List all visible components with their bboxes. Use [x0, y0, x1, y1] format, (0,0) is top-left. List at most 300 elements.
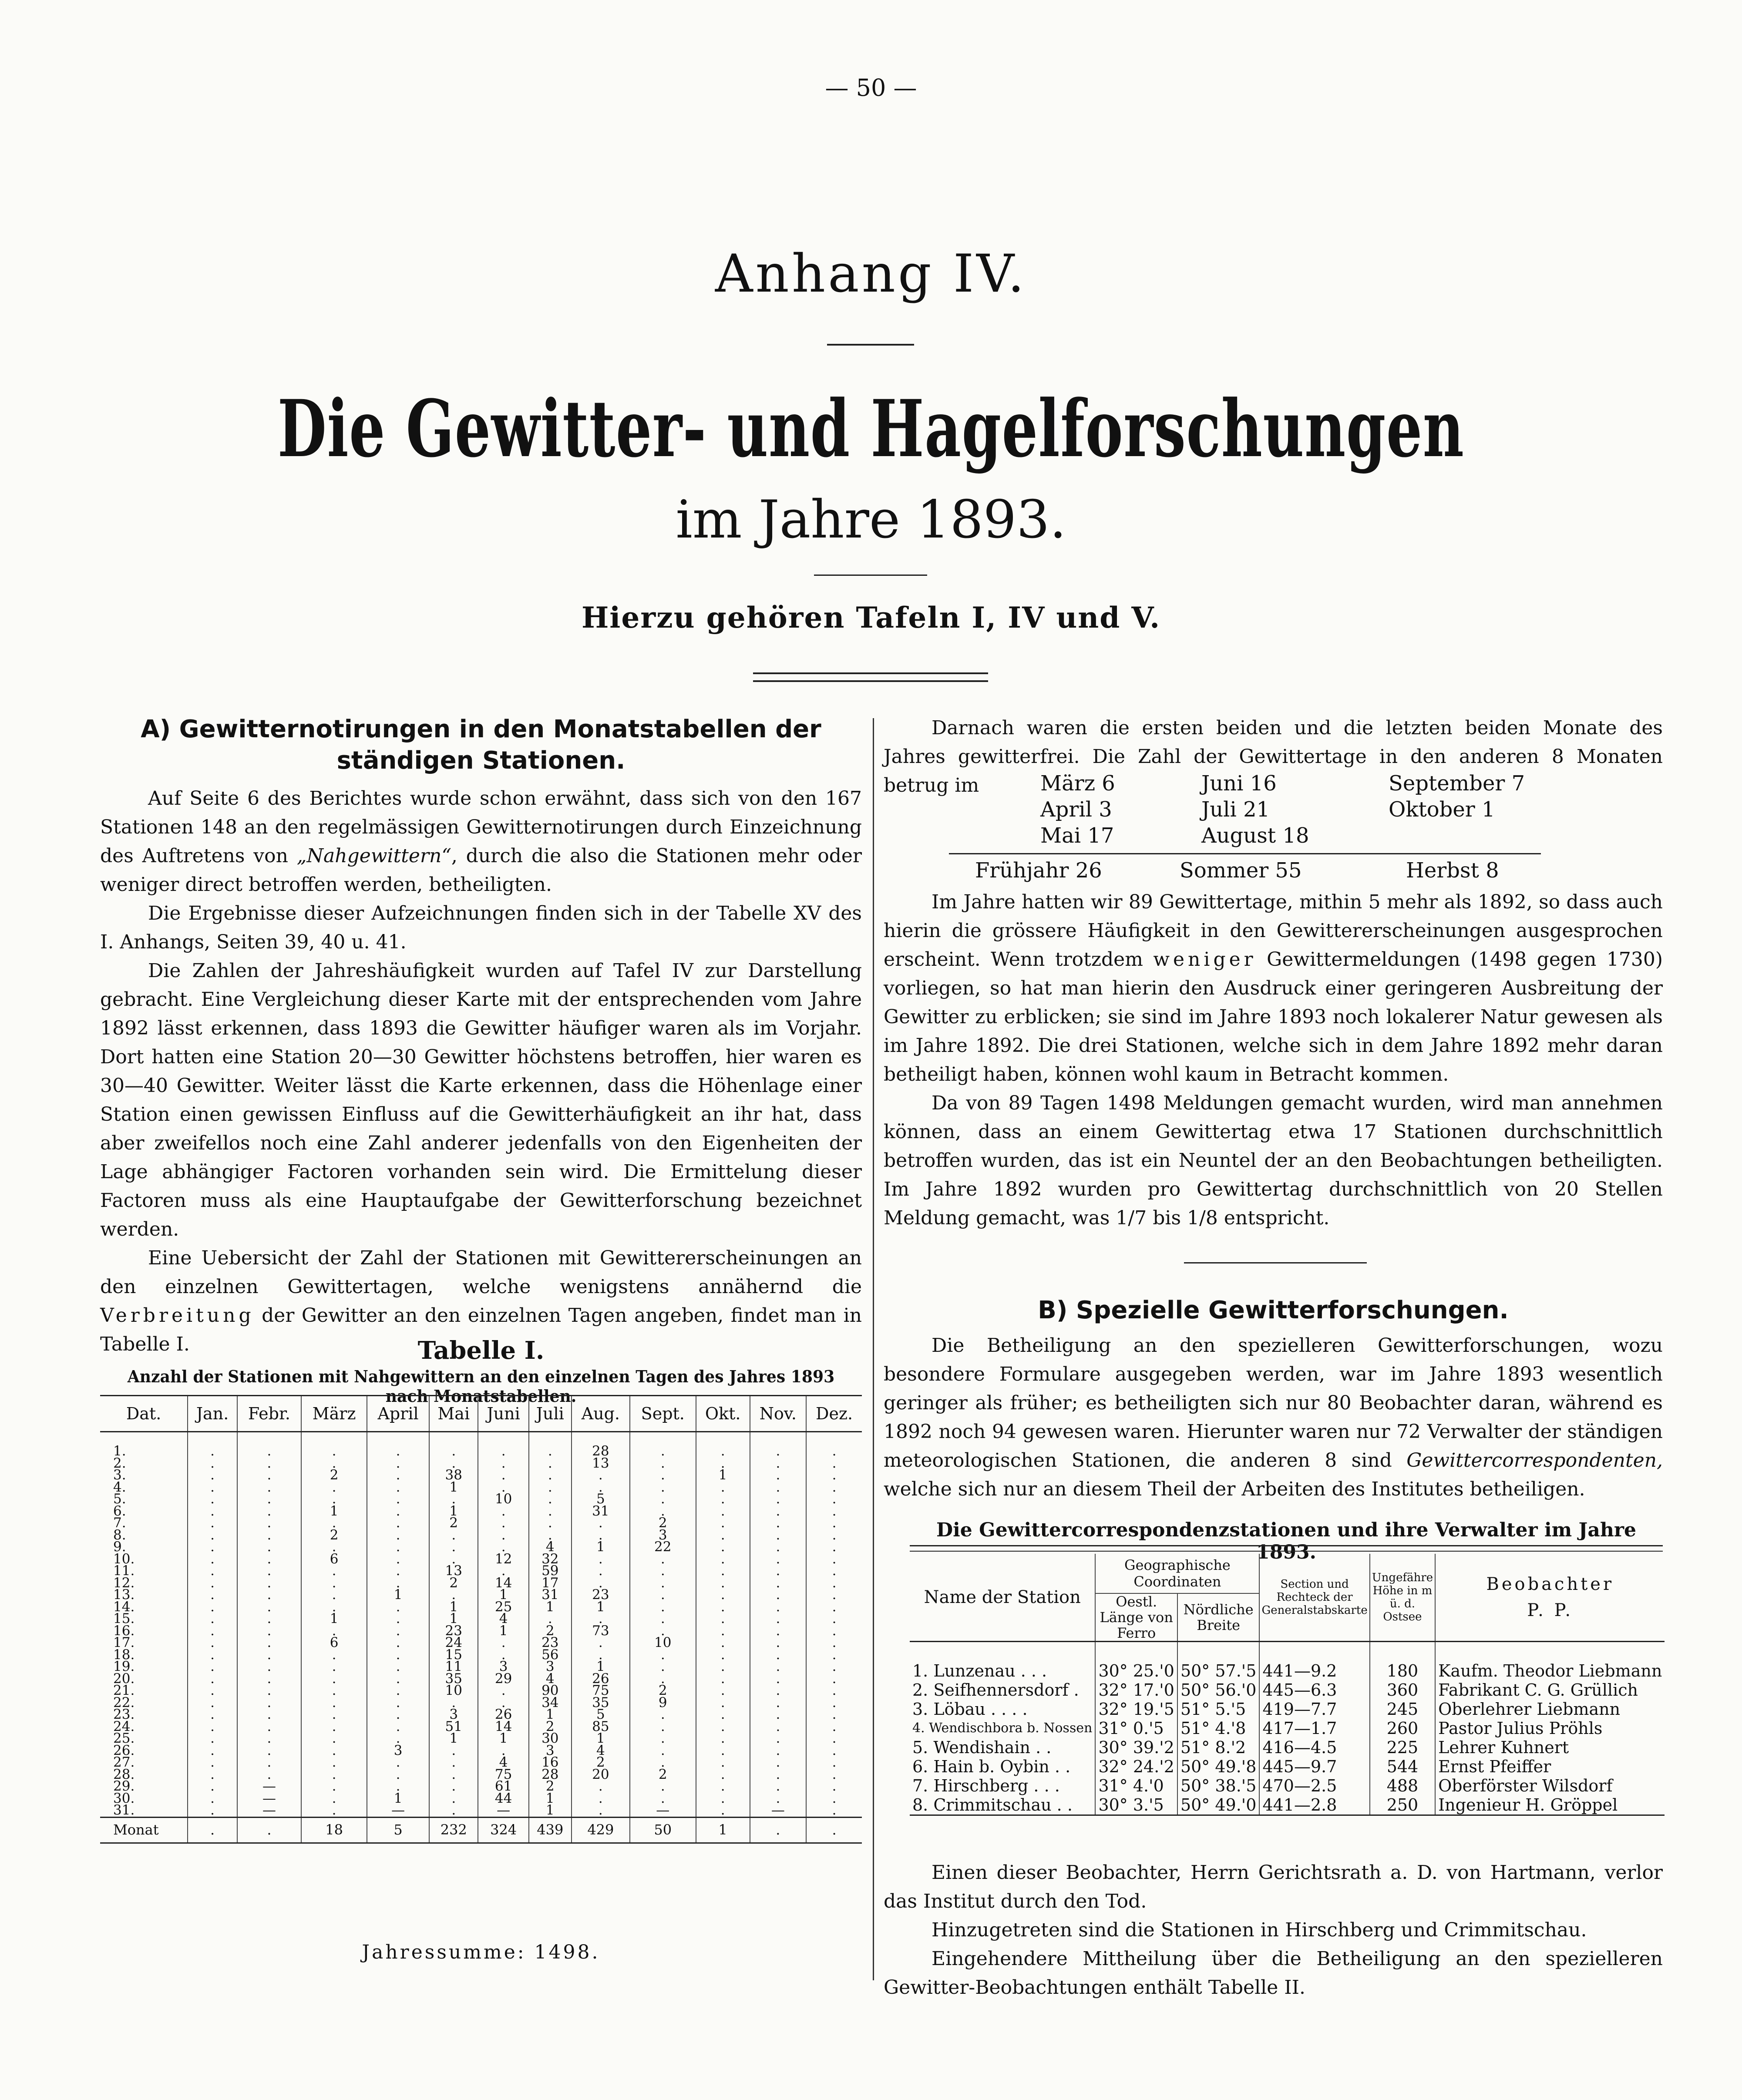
table-cell: 56: [529, 1649, 572, 1661]
table-cell: 11.: [113, 1563, 135, 1579]
table-cell: .: [429, 1493, 478, 1505]
table-cell: .: [696, 1673, 750, 1685]
table-cell: .: [237, 1601, 301, 1613]
table-cell: 2: [630, 1517, 696, 1529]
table-cell: .: [367, 1553, 429, 1566]
header-lat: Nördliche Breite: [1177, 1593, 1260, 1642]
table-cell: 24: [429, 1637, 478, 1649]
section-a-heading-line2: ständigen Stationen.: [336, 746, 626, 775]
table-cell: 90: [529, 1685, 572, 1697]
table-cell: .: [806, 1673, 862, 1685]
table-row: [100, 1432, 862, 1458]
table1-body: [100, 1432, 862, 1843]
table-cell: .: [572, 1637, 630, 1649]
annual-total: Jahressumme: 1498.: [362, 1941, 600, 1963]
table-cell: 1: [529, 1709, 572, 1721]
table-cell: .: [630, 1709, 696, 1721]
table-cell: .: [429, 1781, 478, 1793]
table-cell: 4.: [113, 1479, 126, 1495]
table-cell: 2: [529, 1625, 572, 1637]
table2: [910, 1554, 1665, 1816]
table1-header-cell: Mai: [429, 1396, 478, 1432]
table-cell: 59: [529, 1565, 572, 1577]
month-entry: März 6: [1040, 771, 1115, 796]
table-cell: .: [750, 1757, 806, 1769]
table-cell: .: [750, 1685, 806, 1697]
table-cell: .: [237, 1553, 301, 1566]
table-cell: .: [750, 1673, 806, 1685]
table-cell: .: [750, 1553, 806, 1566]
table-cell: .: [237, 1529, 301, 1542]
table-cell: .: [301, 1781, 367, 1793]
table-cell: 232: [429, 1817, 478, 1843]
table-cell: 4: [478, 1613, 528, 1625]
table-cell: 18.: [113, 1646, 135, 1663]
table-cell: 27.: [113, 1754, 135, 1771]
text-run: welche sich nur an diesem Theil der Arbeiten des Institutes betheiligen.: [884, 1478, 1585, 1500]
table-cell: .: [750, 1613, 806, 1625]
table-cell: 35: [429, 1673, 478, 1685]
table-cell: 10: [630, 1637, 696, 1649]
table-cell: .: [750, 1769, 806, 1781]
table-cell: —: [237, 1781, 301, 1793]
table-cell: .: [367, 1721, 429, 1733]
table-cell: 445—9.7: [1259, 1757, 1369, 1776]
table-cell: 23: [429, 1625, 478, 1637]
table-cell: .: [696, 1793, 750, 1805]
table1-title: Tabelle I.: [417, 1336, 545, 1365]
table-cell: .: [696, 1625, 750, 1637]
paragraph: [884, 888, 1663, 1089]
table-cell: .: [188, 1709, 237, 1721]
table-cell: 1: [696, 1469, 750, 1482]
table-cell: .: [429, 1804, 478, 1817]
table-cell: .: [806, 1685, 862, 1697]
table-cell: .: [806, 1661, 862, 1673]
table-cell: 25: [478, 1601, 528, 1613]
table-cell: .: [301, 1577, 367, 1589]
table-cell: 488: [1370, 1776, 1435, 1795]
table-cell: .: [367, 1565, 429, 1577]
table-cell: .: [188, 1685, 237, 1697]
table-cell: 5: [367, 1817, 429, 1843]
table-cell: 51° 8.'2: [1177, 1738, 1260, 1757]
table-cell: 2: [301, 1469, 367, 1482]
table-cell: .: [750, 1793, 806, 1805]
table-cell: .: [696, 1505, 750, 1518]
table-cell: 3: [529, 1745, 572, 1757]
table-cell: .: [429, 1553, 478, 1566]
table-cell: 4: [572, 1745, 630, 1757]
table-cell: —: [750, 1804, 806, 1817]
season-entry: Sommer 55: [1180, 858, 1302, 883]
table-cell: 6.: [113, 1503, 126, 1519]
table-cell: 250: [1370, 1795, 1435, 1815]
table1-header-cell: Dez.: [806, 1396, 862, 1432]
month-list: [0, 770, 1742, 849]
table-cell: .: [806, 1589, 862, 1601]
month-entry: September 7: [1389, 771, 1525, 796]
table-cell: .: [301, 1793, 367, 1805]
table-cell: 445—6.3: [1259, 1680, 1369, 1700]
table-cell: 10: [429, 1685, 478, 1697]
table-cell: .: [696, 1432, 750, 1458]
table-cell: .: [806, 1745, 862, 1757]
table-cell: 2: [630, 1685, 696, 1697]
table-cell: .: [529, 1432, 572, 1458]
italic-term: „Nahgewittern“: [296, 845, 451, 867]
table-cell: 1: [301, 1613, 367, 1625]
table-cell: 544: [1370, 1757, 1435, 1776]
table-cell: .: [237, 1541, 301, 1553]
table1-header-cell: Febr.: [237, 1396, 301, 1432]
table-row: [910, 1661, 1665, 1680]
table-cell: 31: [529, 1589, 572, 1601]
table-cell: 29: [478, 1673, 528, 1685]
italic-term: Gewittercorrespondenten,: [1406, 1449, 1663, 1472]
text-run: Im Jahre hatten wir 89 Gewittertage, mithin 5 mehr als 1892, so dass auch hierin die grössere Häufigkeit in den Gewittererscheinungen ausgesprochen erscheint. Wenn trotzdem: [884, 891, 1663, 971]
table-cell: .: [806, 1577, 862, 1589]
table-cell: .: [529, 1458, 572, 1470]
table-cell: .: [696, 1517, 750, 1529]
table-cell: .: [188, 1745, 237, 1757]
table-cell: .: [696, 1757, 750, 1769]
table-cell: 30.: [113, 1790, 135, 1806]
table-cell: 22: [630, 1541, 696, 1553]
table-cell: 32° 17.'0: [1095, 1680, 1177, 1700]
table-cell: .: [188, 1625, 237, 1637]
table-cell: Fabrikant C. G. Grüllich: [1435, 1680, 1665, 1700]
table-cell: 7. Hirschberg . . .: [912, 1776, 1060, 1795]
table-row: [910, 1719, 1665, 1738]
table-cell: 50° 56.'0: [1177, 1680, 1260, 1700]
table-cell: 51: [429, 1721, 478, 1733]
table-cell: .: [367, 1625, 429, 1637]
header-hoehe: Ungefähre Höhe in m ü. d. Ostsee: [1370, 1554, 1435, 1642]
table-cell: 2: [301, 1529, 367, 1542]
table-cell: .: [237, 1637, 301, 1649]
table-cell: .: [237, 1469, 301, 1482]
table-cell: .: [188, 1733, 237, 1745]
table2-body: [910, 1642, 1665, 1815]
ornament-divider: [814, 575, 927, 576]
paragraph: [884, 1331, 1663, 1504]
table-cell: .: [301, 1589, 367, 1601]
table-cell: .: [237, 1577, 301, 1589]
table-cell: .: [478, 1458, 528, 1470]
table-cell: 4: [478, 1757, 528, 1769]
table-cell: 51° 5.'5: [1177, 1700, 1260, 1719]
table-cell: 3: [429, 1709, 478, 1721]
header-lon: Oestl. Länge von Ferro: [1095, 1593, 1177, 1642]
table-cell: .: [301, 1493, 367, 1505]
table-cell: 2: [529, 1781, 572, 1793]
table-cell: 441—9.2: [1259, 1661, 1369, 1680]
table-cell: .: [237, 1757, 301, 1769]
table-cell: .: [572, 1565, 630, 1577]
table-cell: 22.: [113, 1694, 135, 1710]
table-cell: —: [478, 1804, 528, 1817]
table-cell: 26.: [113, 1742, 135, 1758]
table-cell: .: [301, 1649, 367, 1661]
table-cell: 16.: [113, 1623, 135, 1639]
table-cell: 7.: [113, 1515, 126, 1531]
table-cell: .: [750, 1781, 806, 1793]
table-cell: 32: [529, 1553, 572, 1566]
table-cell: 20.: [113, 1670, 135, 1687]
table-cell: .: [806, 1721, 862, 1733]
table-cell: 5: [572, 1493, 630, 1505]
table-cell: 31: [572, 1505, 630, 1518]
table-cell: 26: [478, 1709, 528, 1721]
table-cell: .: [750, 1541, 806, 1553]
table-cell: 1: [572, 1661, 630, 1673]
table-cell: .: [367, 1649, 429, 1661]
table-cell: 2: [529, 1721, 572, 1733]
table-cell: .: [696, 1721, 750, 1733]
table-cell: .: [301, 1757, 367, 1769]
table-cell: .: [630, 1661, 696, 1673]
table-cell: 28: [572, 1432, 630, 1458]
table-cell: 6: [301, 1637, 367, 1649]
month-entry: Juli 21: [1201, 797, 1270, 822]
table-cell: .: [367, 1493, 429, 1505]
table-cell: .: [750, 1625, 806, 1637]
table-cell: .: [367, 1613, 429, 1625]
table-cell: .: [188, 1637, 237, 1649]
table-cell: 85: [572, 1721, 630, 1733]
table-cell: .: [529, 1517, 572, 1529]
table-cell: 24.: [113, 1718, 135, 1734]
table-cell: 2: [572, 1757, 630, 1769]
table-cell: .: [750, 1469, 806, 1482]
table-cell: .: [630, 1721, 696, 1733]
table-cell: .: [367, 1781, 429, 1793]
table-cell: .: [696, 1781, 750, 1793]
table-row: [910, 1738, 1665, 1757]
table-cell: 35: [572, 1697, 630, 1709]
table-cell: 31° 0.'5: [1095, 1719, 1177, 1738]
table-cell: .: [301, 1482, 367, 1494]
section-b-text: [884, 1331, 1663, 1504]
table-cell: 441—2.8: [1259, 1795, 1369, 1815]
table-cell: .: [572, 1781, 630, 1793]
table-cell: .: [572, 1553, 630, 1566]
table-cell: .: [188, 1601, 237, 1613]
table-cell: 30° 39.'2: [1095, 1738, 1177, 1757]
table-cell: .: [806, 1637, 862, 1649]
table-cell: 1: [572, 1733, 630, 1745]
table-cell: .: [572, 1793, 630, 1805]
month-entry: Mai 17: [1040, 823, 1114, 848]
table-cell: Monat: [100, 1817, 188, 1843]
paragraph: Eingehendere Mittheilung über die Betheiligung an den spezielleren Gewitter-Beobachtungen enthält Tabelle II.: [884, 1948, 1663, 1999]
table-cell: 5.: [113, 1491, 126, 1507]
table-cell: .: [301, 1673, 367, 1685]
table-cell: .: [188, 1493, 237, 1505]
table-cell: .: [301, 1661, 367, 1673]
table-cell: .: [696, 1745, 750, 1757]
table-cell: .: [806, 1697, 862, 1709]
table-cell: .: [301, 1709, 367, 1721]
table-cell: .: [367, 1541, 429, 1553]
table-cell: .: [478, 1517, 528, 1529]
table-cell: 12: [478, 1553, 528, 1566]
table-cell: .: [237, 1589, 301, 1601]
table-cell: .: [301, 1721, 367, 1733]
table-cell: .: [478, 1685, 528, 1697]
table-cell: 23.: [113, 1707, 135, 1723]
table-cell: —: [367, 1804, 429, 1817]
table-cell: .: [429, 1432, 478, 1458]
table-cell: .: [572, 1482, 630, 1494]
table1-header-cell: März: [301, 1396, 367, 1432]
table-cell: Ingenieur H. Gröppel: [1435, 1795, 1665, 1815]
table-cell: .: [630, 1781, 696, 1793]
table-cell: 8.: [113, 1527, 126, 1543]
table-cell: .: [630, 1757, 696, 1769]
table-cell: 1. Lunzenau . . .: [912, 1661, 1047, 1680]
table-cell: .: [750, 1577, 806, 1589]
text-run: , durch die also die Stationen mehr oder weniger direct betroffen werden, betheiligten.: [100, 845, 862, 896]
table-cell: .: [630, 1745, 696, 1757]
table-cell: .: [429, 1458, 478, 1470]
table-cell: .: [630, 1577, 696, 1589]
month-entry: Juni 16: [1201, 771, 1277, 796]
table-cell: .: [750, 1493, 806, 1505]
table-cell: 6. Hain b. Oybin . .: [912, 1757, 1071, 1776]
table-cell: .: [806, 1505, 862, 1518]
table-cell: .: [630, 1589, 696, 1601]
table-cell: .: [237, 1517, 301, 1529]
table-cell: .: [237, 1697, 301, 1709]
table-cell: .: [237, 1745, 301, 1757]
table-cell: .: [630, 1482, 696, 1494]
header-beobachter: [1435, 1554, 1665, 1642]
right-paragraphs: [884, 888, 1663, 1233]
table-cell: .: [367, 1661, 429, 1673]
table-cell: 50° 57.'5: [1177, 1661, 1260, 1680]
table-cell: .: [367, 1757, 429, 1769]
table-cell: 2: [630, 1769, 696, 1781]
table-cell: .: [806, 1625, 862, 1637]
table-cell: .: [529, 1505, 572, 1518]
table-cell: 29.: [113, 1778, 135, 1794]
table-cell: .: [750, 1697, 806, 1709]
table-cell: .: [750, 1529, 806, 1542]
section-a-heading-line1: A) Gewitternotirungen in den Monatstabellen der: [141, 715, 821, 743]
table-cell: 14: [478, 1577, 528, 1589]
table-cell: .: [806, 1553, 862, 1566]
table-cell: 28: [529, 1769, 572, 1781]
page-title: Die Gewitter- und Hagelforschungen: [277, 383, 1465, 475]
table2-top-rule: [910, 1545, 1663, 1552]
paragraph: Einen dieser Beobachter, Herrn Gerichtsrath a. D. von Hartmann, verlor das Institut durch den Tod.: [884, 1861, 1663, 1912]
table-cell: .: [572, 1613, 630, 1625]
table-cell: .: [188, 1721, 237, 1733]
table-cell: .: [806, 1565, 862, 1577]
month-entry: Oktober 1: [1389, 797, 1495, 822]
table-cell: 10: [478, 1493, 528, 1505]
table-cell: .: [750, 1458, 806, 1470]
table-cell: .: [696, 1577, 750, 1589]
table-cell: 3. Löbau . . . .: [912, 1700, 1028, 1719]
table-cell: 1: [429, 1505, 478, 1518]
text-run: Eine Uebersicht der Zahl der Stationen mit Gewittererscheinungen an den einzelnen Gewittertagen, welche wenigstens annähernd die: [100, 1247, 862, 1298]
table-cell: .: [301, 1733, 367, 1745]
table-cell: .: [301, 1458, 367, 1470]
text-run: Gewittermeldungen (1498 gegen 1730) vorliegen, so hat man hierin den Ausdruck einer geringeren Ausbreitung der Gewitter zu erblicken; sie sind im Jahre 1893 noch lokalerer Natur gewesen als im Jahre 1892. Die drei Stationen, welche sich in dem Jahre 1892 mehr daran betheiligt haben, können wohl kaum in Betracht kommen.: [884, 948, 1663, 1085]
table-cell: .: [478, 1482, 528, 1494]
table-cell: .: [188, 1565, 237, 1577]
table-cell: .: [806, 1804, 862, 1817]
table-cell: 1.: [113, 1443, 126, 1459]
table-cell: 17.: [113, 1635, 135, 1651]
table-cell: .: [188, 1469, 237, 1482]
table-cell: .: [478, 1541, 528, 1553]
table-cell: 1: [696, 1817, 750, 1843]
table-cell: .: [367, 1505, 429, 1518]
month-entry: August 18: [1201, 823, 1309, 848]
table1-header-cell: Dat.: [100, 1396, 188, 1432]
table-cell: 1: [429, 1482, 478, 1494]
table-cell: .: [806, 1769, 862, 1781]
table-cell: .: [630, 1493, 696, 1505]
table-cell: 5. Wendishain . .: [912, 1738, 1052, 1757]
table-cell: Oberlehrer Liebmann: [1435, 1700, 1665, 1719]
table-cell: .: [367, 1458, 429, 1470]
table-cell: .: [367, 1709, 429, 1721]
table-cell: 180: [1370, 1661, 1435, 1680]
spacer-cell: [1177, 1642, 1260, 1662]
table-cell: —: [237, 1804, 301, 1817]
table-cell: .: [696, 1685, 750, 1697]
table-cell: Pastor Julius Pröhls: [1435, 1719, 1665, 1738]
table-cell: 20: [572, 1769, 630, 1781]
table-cell: .: [237, 1721, 301, 1733]
table-cell: .: [301, 1697, 367, 1709]
monthly-total-row: [100, 1817, 862, 1843]
table-cell: .: [750, 1649, 806, 1661]
table-cell: .: [237, 1505, 301, 1518]
table1-header-row: [100, 1396, 862, 1432]
table-cell: .: [806, 1733, 862, 1745]
spacer-cell: [1370, 1642, 1435, 1662]
table-cell: .: [806, 1541, 862, 1553]
table-cell: 1: [572, 1601, 630, 1613]
table-row: [910, 1776, 1665, 1795]
table-cell: .: [478, 1432, 528, 1458]
table-cell: 51° 4.'8: [1177, 1719, 1260, 1738]
table-cell: .: [367, 1469, 429, 1482]
table-cell: 6: [301, 1553, 367, 1566]
table-cell: .: [237, 1709, 301, 1721]
table-cell: 38: [429, 1469, 478, 1482]
table-cell: .: [478, 1745, 528, 1757]
table-cell: 2: [429, 1577, 478, 1589]
table-cell: .: [806, 1458, 862, 1470]
month-entry: April 3: [1040, 797, 1112, 822]
table-cell: .: [301, 1685, 367, 1697]
table-cell: 19.: [113, 1659, 135, 1675]
table-cell: .: [696, 1601, 750, 1613]
table-cell: .: [630, 1458, 696, 1470]
table-cell: 50: [630, 1817, 696, 1843]
season-totals: [0, 857, 1742, 884]
season-divider: [949, 853, 1541, 854]
table-cell: .: [696, 1529, 750, 1542]
table-cell: 2.: [113, 1455, 126, 1471]
